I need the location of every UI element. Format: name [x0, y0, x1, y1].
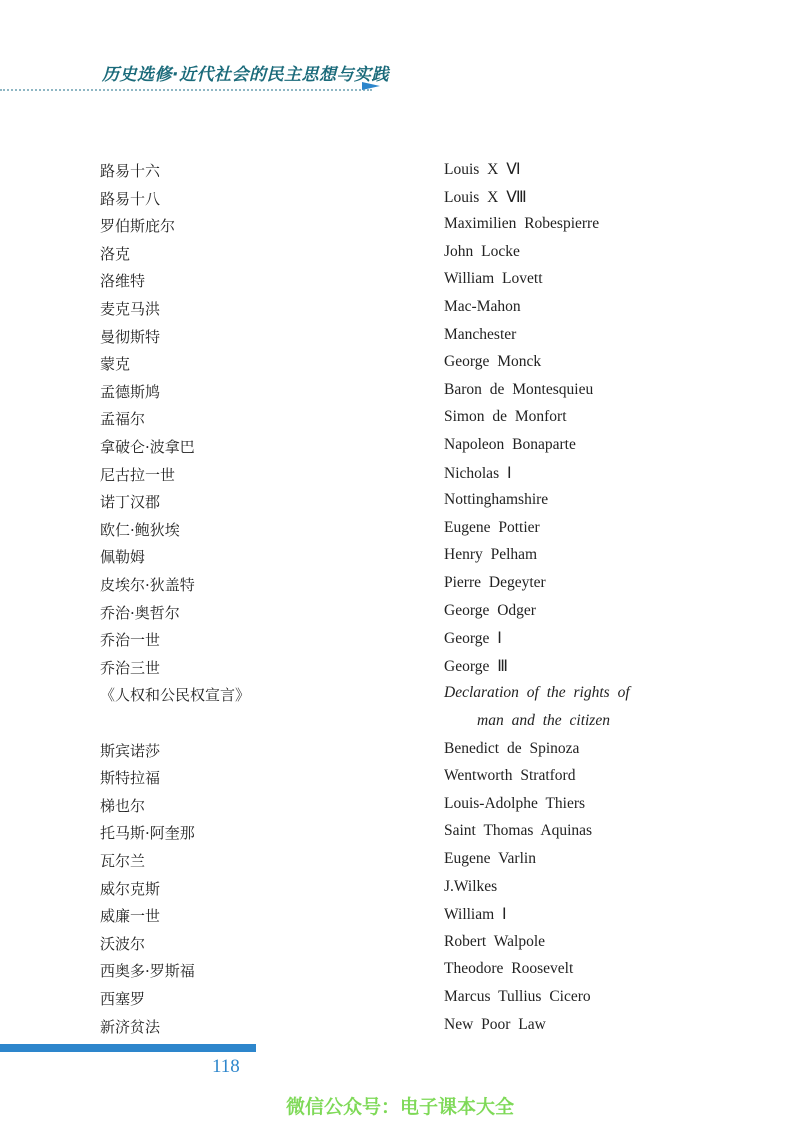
- chinese-term: 诺丁汉郡: [100, 493, 161, 512]
- english-term: Robert Walpole: [444, 932, 546, 950]
- english-term: Simon de Monfort: [444, 408, 567, 426]
- glossary-row: [0, 270, 800, 297]
- english-term: John Locke: [444, 242, 520, 260]
- watermark-text: 微信公众号：电子课本大全: [285, 1096, 514, 1118]
- header-dotted-rule: [0, 89, 372, 91]
- chinese-term: 托马斯·阿奎那: [100, 824, 195, 843]
- glossary-row: [0, 519, 800, 546]
- english-term: William Lovett: [444, 270, 543, 288]
- english-term: Benedict de Spinoza: [444, 739, 580, 757]
- footer-bar: [0, 1044, 256, 1052]
- chinese-term: 沃波尔: [100, 934, 146, 953]
- english-term: J.Wilkes: [444, 877, 498, 895]
- chinese-term: 皮埃尔·狄盖特: [100, 576, 195, 594]
- chinese-term: 路易十六: [100, 162, 161, 180]
- running-header-title: 历史选修·近代社会的民主思想与实践: [102, 65, 389, 85]
- chinese-term: 罗伯斯庇尔: [100, 217, 176, 236]
- english-term: Baron de Montesquieu: [444, 380, 594, 398]
- chinese-term: 梯也尔: [100, 796, 146, 815]
- chinese-term: 蒙克: [100, 355, 131, 374]
- chinese-term: 瓦尔兰: [100, 852, 146, 870]
- chinese-term: 威廉一世: [100, 907, 161, 926]
- chinese-term: 麦克马洪: [100, 300, 161, 318]
- chinese-term: 斯特拉福: [100, 769, 161, 788]
- chinese-term: 洛克: [100, 244, 131, 263]
- glossary-row: [0, 188, 800, 215]
- glossary-row: [0, 491, 800, 518]
- chinese-term: 西奥多·罗斯福: [100, 962, 195, 981]
- chinese-term: 洛维特: [100, 272, 146, 291]
- glossary-row: [0, 298, 800, 325]
- glossary-row: [0, 160, 800, 187]
- chinese-term: 拿破仑·波拿巴: [100, 438, 195, 456]
- glossary-row: [0, 767, 800, 794]
- header-arrow-icon: [362, 82, 380, 90]
- glossary-row: [0, 629, 800, 656]
- chinese-term: 《人权和公民权宣言》: [100, 686, 251, 705]
- glossary-row: [0, 381, 800, 408]
- english-term: Louis X Ⅵ: [444, 161, 521, 178]
- chinese-term: 路易十八: [100, 189, 161, 208]
- english-term: Declaration of the rights of: [444, 684, 630, 702]
- chinese-term: 乔治三世: [100, 658, 161, 677]
- glossary-row: [0, 1016, 800, 1043]
- english-term: Louis-Adolphe Thiers: [444, 794, 586, 812]
- english-term: George Odger: [444, 601, 536, 619]
- glossary-row: [0, 740, 800, 767]
- chinese-term: 乔治一世: [100, 631, 161, 650]
- glossary-row: [0, 436, 800, 463]
- glossary-row: [0, 353, 800, 380]
- chinese-term: 曼彻斯特: [100, 327, 161, 346]
- english-term: Nicholas Ⅰ: [444, 464, 512, 482]
- english-term: New Poor Law: [444, 1015, 546, 1033]
- chinese-term: 孟福尔: [100, 410, 146, 429]
- glossary-row: [0, 243, 800, 270]
- glossary-row: [0, 878, 800, 905]
- english-term: Eugene Varlin: [444, 850, 536, 867]
- glossary-row: [0, 464, 800, 491]
- glossary-row: [0, 602, 800, 629]
- english-term: Napoleon Bonaparte: [444, 436, 576, 453]
- glossary-row: [0, 795, 800, 822]
- english-term: George Monck: [444, 353, 542, 371]
- chinese-term: 西塞罗: [100, 990, 146, 1008]
- chinese-term: 尼古拉一世: [100, 465, 176, 484]
- glossary-row: [0, 546, 800, 573]
- glossary-row-continuation: [0, 712, 800, 739]
- chinese-term: 乔治·奥哲尔: [100, 603, 180, 622]
- glossary-row: [0, 822, 800, 849]
- english-term: William Ⅰ: [444, 906, 507, 924]
- glossary-row: [0, 988, 800, 1015]
- glossary-row: [0, 215, 800, 242]
- chinese-term: 新济贫法: [100, 1017, 161, 1036]
- english-term: Eugene Pottier: [444, 518, 540, 536]
- glossary-row: [0, 574, 800, 601]
- english-term: Wentworth Stratford: [444, 767, 576, 785]
- glossary-row: [0, 933, 800, 960]
- english-term: Louis X Ⅷ: [444, 188, 527, 206]
- english-term: Saint Thomas Aquinas: [444, 822, 593, 840]
- chinese-term: 佩勒姆: [100, 548, 146, 567]
- english-term: Theodore Roosevelt: [444, 960, 574, 978]
- chinese-term: 斯宾诺莎: [100, 741, 161, 760]
- chinese-term: 孟德斯鸠: [100, 382, 161, 401]
- chinese-term: 威尔克斯: [100, 879, 161, 898]
- glossary-row: [0, 684, 800, 711]
- english-term: Henry Pelham: [444, 546, 538, 564]
- english-term: Nottinghamshire: [444, 491, 549, 509]
- english-term: Marcus Tullius Cicero: [444, 988, 591, 1005]
- english-term: George Ⅰ: [444, 630, 502, 648]
- glossary-row: [0, 905, 800, 932]
- english-term: George Ⅲ: [444, 657, 508, 675]
- glossary-row: [0, 408, 800, 435]
- chinese-term: 欧仁·鲍狄埃: [100, 520, 180, 539]
- english-term: Pierre Degeyter: [444, 574, 546, 591]
- english-term-continuation: man and the citizen: [477, 712, 610, 729]
- glossary-row: [0, 960, 800, 987]
- glossary-row: [0, 850, 800, 877]
- glossary-row: [0, 326, 800, 353]
- english-term: Maximilien Robespierre: [444, 215, 600, 233]
- page-number: 118: [212, 1056, 240, 1077]
- english-term: Manchester: [444, 325, 517, 343]
- english-term: Mac-Mahon: [444, 298, 521, 315]
- glossary-row: [0, 657, 800, 684]
